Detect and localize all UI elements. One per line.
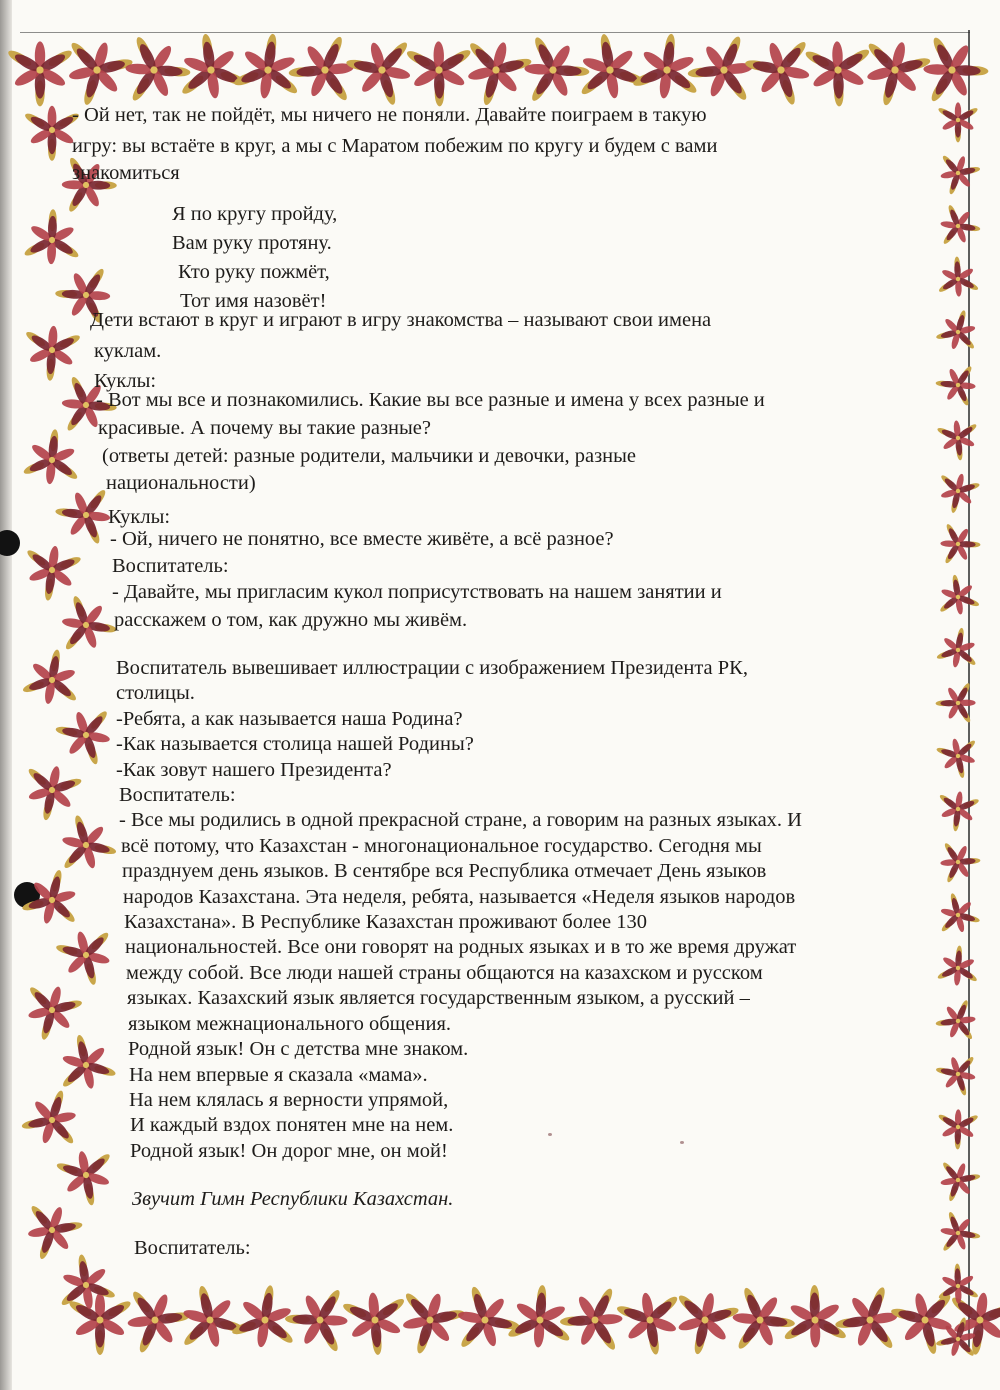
text-line: между собой. Все люди нашей страны общаются на казахском и русском bbox=[126, 961, 763, 984]
poinsettia-icon bbox=[570, 28, 648, 104]
text-line: Родной язык! Он с детства мне знаком. bbox=[128, 1038, 469, 1061]
text-line: языках. Казахский язык является государственным языком, а русский – bbox=[127, 987, 750, 1010]
poinsettia-icon bbox=[14, 866, 83, 936]
paragraph-teacher-1 bbox=[112, 578, 722, 634]
text-line: расскажем о том, как дружно мы живём. bbox=[114, 609, 468, 631]
poinsettia-icon bbox=[937, 102, 979, 142]
poinsettia-icon bbox=[934, 362, 977, 407]
poinsettia-icon bbox=[19, 532, 91, 606]
text-line: - Ой нет, так не пойдёт, мы ничего не поняли. Давайте поиграем в такую bbox=[72, 104, 707, 126]
poinsettia-icon bbox=[729, 1285, 798, 1356]
poinsettia-icon bbox=[111, 1282, 195, 1365]
poinsettia-icon bbox=[67, 1293, 132, 1356]
text-line: -Ребята, а как называется наша Родина? bbox=[116, 707, 463, 730]
text-line: всё потому, что Казахстан - многонациональное государство. Сегодня мы bbox=[121, 834, 762, 857]
text-line: Дети встают в круг и играют в игру знакомства – называют свои имена bbox=[90, 309, 712, 331]
text-line: Я по кругу пройду, bbox=[172, 203, 338, 225]
poinsettia-icon bbox=[162, 1277, 252, 1367]
poinsettia-icon bbox=[931, 673, 987, 728]
text-line: языком межнационального общения. bbox=[128, 1012, 452, 1035]
poinsettia-icon bbox=[936, 890, 985, 941]
text-line: Звучит Гимн Республики Казахстан. bbox=[132, 1188, 454, 1210]
poinsettia-icon bbox=[286, 34, 357, 107]
text-line: народов Казахстана. Эта неделя, ребята, называется «Неделя языков народов bbox=[123, 885, 796, 908]
poinsettia-icon bbox=[10, 309, 88, 387]
speaker-label-teacher-final bbox=[134, 1236, 251, 1261]
text-line: Воспитатель: bbox=[134, 1237, 251, 1259]
text-line: Кто руку пожмёт, bbox=[178, 261, 330, 283]
poinsettia-icon bbox=[929, 410, 982, 464]
poinsettia-icon bbox=[51, 703, 123, 774]
ink-speck bbox=[548, 1133, 552, 1136]
text-line: празднуем день языков. В сентябре вся Республика отмечает День языков bbox=[122, 860, 767, 883]
text-line: Воспитатель вывешивает иллюстрации с изображением Президента РК, bbox=[116, 657, 748, 679]
ink-speck bbox=[680, 1141, 684, 1144]
poinsettia-icon bbox=[17, 1082, 88, 1152]
poinsettia-icon bbox=[929, 514, 985, 569]
poem-circle bbox=[172, 200, 337, 316]
paragraph-dolls-1 bbox=[96, 386, 765, 442]
text-line: - Вот мы все и познакомились. Какие вы все разные и имена у всех разные и bbox=[96, 389, 765, 411]
poinsettia-icon bbox=[931, 308, 980, 358]
poinsettia-icon bbox=[827, 1278, 917, 1367]
poinsettia-icon bbox=[630, 30, 705, 103]
poinsettia-icon bbox=[943, 1288, 1000, 1359]
poinsettia-icon bbox=[15, 642, 94, 721]
text-line: игру: вы встаёте в круг, а мы с Маратом побежим по кругу и будем с вами bbox=[72, 135, 718, 157]
poinsettia-icon bbox=[931, 726, 989, 784]
text-line: - Давайте, мы пригласим кукол поприсутствовать на нашем занятии и bbox=[112, 581, 722, 603]
poinsettia-icon bbox=[506, 1283, 575, 1350]
poinsettia-icon bbox=[928, 199, 985, 256]
paragraph-game bbox=[90, 305, 711, 367]
poinsettia-icon bbox=[933, 1051, 985, 1102]
text-line: красивые. А почему вы такие разные? bbox=[98, 417, 431, 439]
text-line: Тот имя назовёт! bbox=[180, 290, 327, 312]
paragraph-children-answers bbox=[102, 443, 636, 497]
stage-direction-anthem bbox=[132, 1187, 453, 1212]
poinsettia-icon bbox=[932, 941, 988, 998]
poinsettia-icon bbox=[934, 572, 981, 618]
poinsettia-icon bbox=[284, 1286, 349, 1353]
paragraph-intro bbox=[72, 103, 717, 186]
text-line: Воспитатель: bbox=[112, 555, 229, 577]
text-line: - Ой, ничего не понятно, все вместе живёте, а всё разное? bbox=[110, 528, 614, 550]
text-line: Воспитатель: bbox=[119, 784, 236, 807]
poinsettia-icon bbox=[391, 23, 481, 114]
poinsettia-icon bbox=[928, 1206, 986, 1263]
poinsettia-icon bbox=[934, 781, 987, 835]
text-line: столицы. bbox=[116, 682, 195, 705]
poinsettia-icon bbox=[796, 22, 887, 114]
text-line: Куклы: bbox=[108, 506, 171, 528]
text-line: Казахстана». В Республике Казахстан проживают более 130 bbox=[124, 911, 648, 934]
poinsettia-icon bbox=[937, 1109, 979, 1150]
poinsettia-icon bbox=[922, 35, 989, 105]
text-line: национальности) bbox=[106, 472, 256, 494]
paragraph-teacher-main bbox=[116, 656, 802, 1164]
poinsettia-icon bbox=[11, 203, 86, 279]
text-line: -Как называется столица нашей Родины? bbox=[116, 733, 474, 756]
text-line: На нем клялась я верности упрямой, bbox=[129, 1088, 449, 1111]
poinsettia-icon bbox=[737, 20, 831, 113]
text-line: Куклы: bbox=[94, 370, 157, 392]
poinsettia-icon bbox=[928, 252, 984, 309]
text-line: знакомиться bbox=[72, 162, 180, 184]
poinsettia-icon bbox=[931, 994, 988, 1051]
poinsettia-icon bbox=[51, 1029, 119, 1095]
poinsettia-icon bbox=[23, 1196, 87, 1262]
poinsettia-icon bbox=[939, 840, 982, 884]
poinsettia-icon bbox=[554, 1274, 640, 1359]
poinsettia-icon bbox=[18, 760, 85, 826]
text-line: И каждый вздох понятен мне на нем. bbox=[130, 1114, 454, 1137]
poinsettia-icon bbox=[931, 150, 983, 201]
poinsettia-icon bbox=[927, 460, 985, 518]
poinsettia-icon bbox=[21, 426, 84, 487]
poinsettia-icon bbox=[6, 41, 74, 106]
text-line: -Как зовут нашего Президента? bbox=[116, 758, 392, 781]
poinsettia-icon bbox=[934, 624, 982, 671]
text-line: На нем впервые я сказала «мама». bbox=[129, 1063, 428, 1086]
poinsettia-icon bbox=[10, 968, 89, 1047]
poinsettia-icon bbox=[931, 1156, 984, 1208]
text-line: куклам. bbox=[94, 340, 162, 362]
speaker-label-teacher-1 bbox=[112, 554, 229, 579]
text-line: Вам руку протяну. bbox=[172, 232, 332, 254]
text-line: (ответы детей: разные родители, мальчики и девочки, разные bbox=[102, 445, 637, 467]
poinsettia-icon bbox=[49, 919, 117, 989]
text-line: национальностей. Все они говорят на родных языках и в то же время дружат bbox=[125, 936, 797, 959]
text-line: Родной язык! Он дорог мне, он мой! bbox=[130, 1139, 448, 1162]
paragraph-dolls-2 bbox=[110, 527, 614, 552]
text-line: - Все мы родились в одной прекрасной стране, а говорим на разных языках. И bbox=[119, 809, 802, 832]
